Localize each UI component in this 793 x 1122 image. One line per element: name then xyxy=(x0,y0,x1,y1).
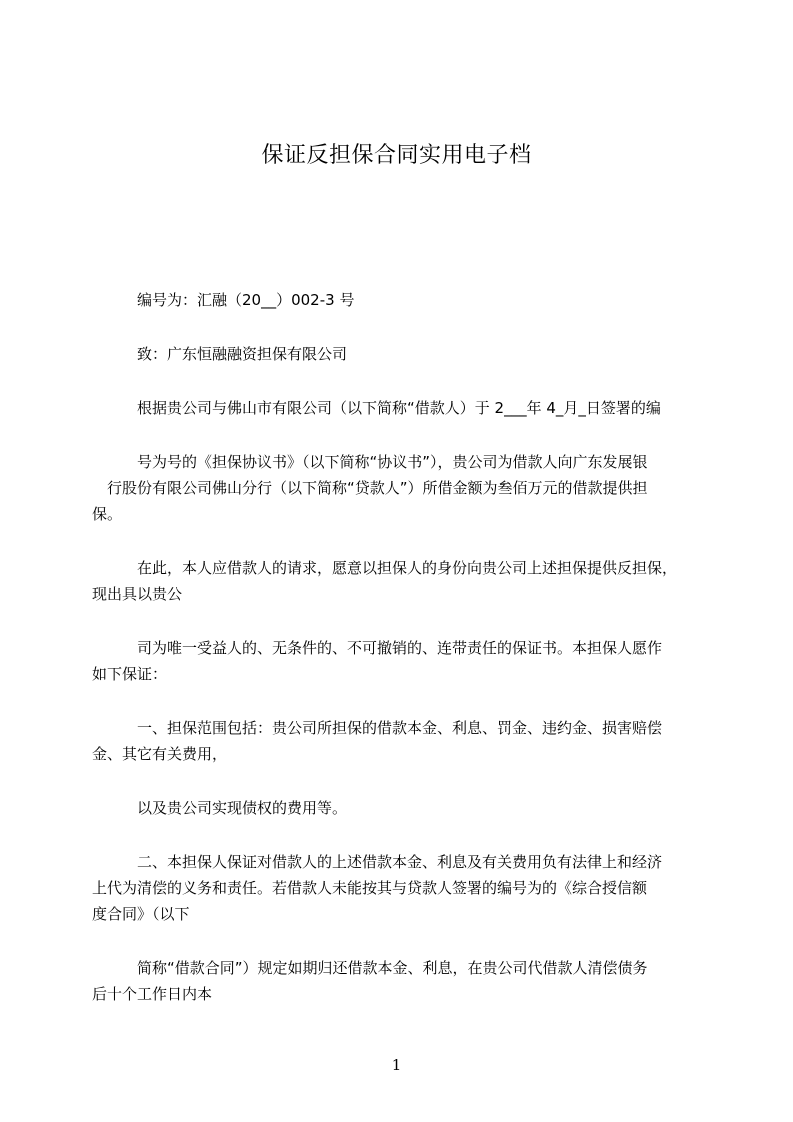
paragraph-line: 司为唯一受益人的、无条件的、不可撤销的、连带责任的保证书。本担保人愿作 xyxy=(137,639,663,657)
paragraph-line: 保。 xyxy=(92,505,123,523)
paragraph-line: 度合同》（以下 xyxy=(92,905,190,923)
contract-number-line: 编号为：汇融（20__）002-3 号 xyxy=(137,291,355,309)
paragraph-line: 一、担保范围包括：贵公司所担保的借款本金、利息、罚金、违约金、损害赔偿 xyxy=(137,719,663,737)
paragraph-line: 行股份有限公司佛山分行（以下简称“贷款人”）所借金额为叁佰万元的借款提供担 xyxy=(107,479,648,497)
recipient-line: 致：广东恒融融资担保有限公司 xyxy=(137,345,348,363)
paragraph-line: 以及贵公司实现债权的费用等。 xyxy=(137,799,348,817)
paragraph-line: 金、其它有关费用， xyxy=(92,745,228,763)
paragraph-line: 二、本担保人保证对借款人的上述借款本金、利息及有关费用负有法律上和经济 xyxy=(137,853,663,871)
paragraph-line: 上代为清偿的义务和责任。若借款人未能按其与贷款人签署的编号为的《综合授信额 xyxy=(92,879,648,897)
paragraph-line: 在此，本人应借款人的请求，愿意以担保人的身份向贵公司上述担保提供反担保， xyxy=(137,559,678,577)
paragraph-line: 如下保证： xyxy=(92,665,168,683)
paragraph-line: 号为号的《担保协议书》（以下简称“协议书”），贵公司为借款人向广东发展银 xyxy=(137,453,648,471)
paragraph-line: 后十个工作日内本 xyxy=(92,985,213,1003)
paragraph-line: 根据贵公司与佛山市有限公司（以下简称“借款人）于 2___年 4_月_日签署的编 xyxy=(137,399,661,417)
paragraph-line: 现出具以贵公 xyxy=(92,585,183,603)
paragraph-line: 简称“借款合同”）规定如期归还借款本金、利息，在贵公司代借款人清偿债务 xyxy=(137,959,648,977)
document-title: 保证反担保合同实用电子档 xyxy=(261,143,532,168)
page-number: 1 xyxy=(391,1056,402,1074)
